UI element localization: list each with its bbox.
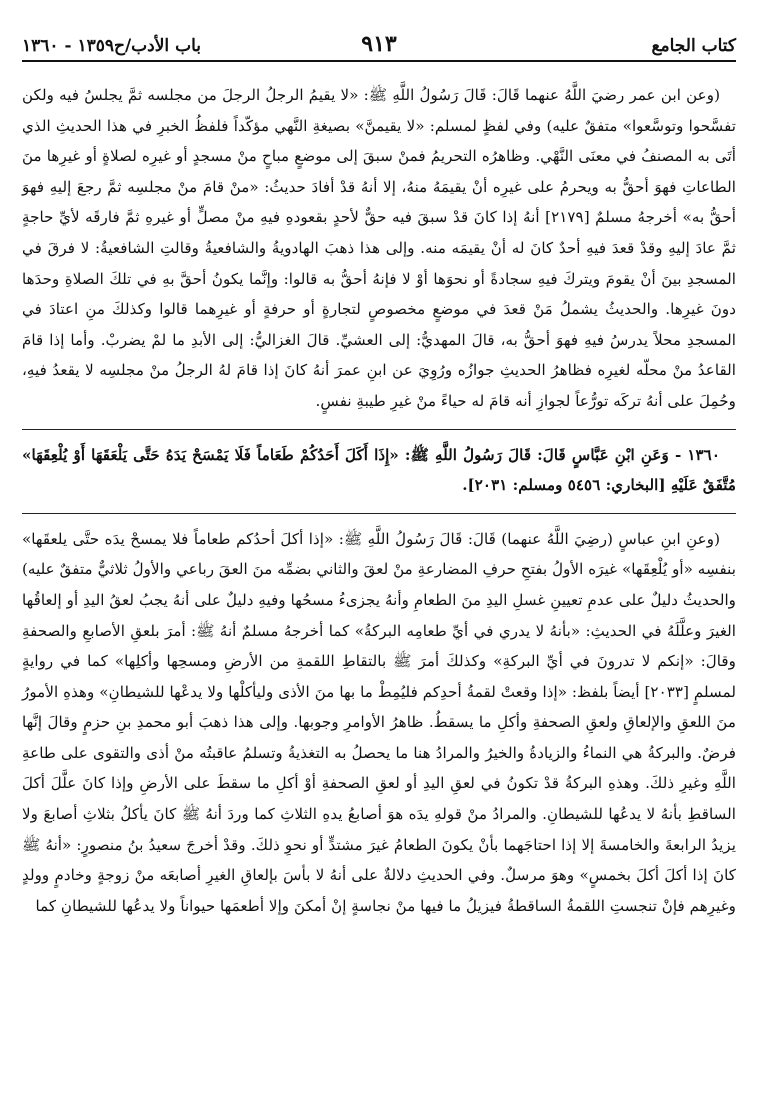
section-divider xyxy=(22,513,736,514)
chapter-title: باب الأدب/ح١٣٥٩ - ١٣٦٠ xyxy=(22,36,201,56)
commentary-paragraph: (وعنِ ابنِ عباسٍ (رضِيَ اللَّهُ عنهما) قَالَ: قَالَ رَسُولُ اللَّهِ ﷺ: «إذا أكلَ أحدُكم طعاماً فلا يمسحْ يدَه حتَّى يلعقَها» بنفسِه «أو يُلْعِقَها» غيرَه الأولُ بفتحِ حرفِ المضارعةِ منْ لعقَ والثاني بضمِّه منَ العقَ رباعي والأولُ ثلاثيٌّ متفقٌ عليه) والحديثُ دليلٌ على عدمِ تعيينِ غسلِ اليدِ منَ الطعامِ وأنهُ يجزىءُ مسحُها وفيهِ دليلٌ على أنهُ يجبُ لعقُ اليدِ أو إلعاقُها الغيرَ وعلَّلَهُ في الحديثِ: «بأنهُ لا يدري في أيِّ طعامِه البركةُ» كما أخرجهُ مسلمٌ أنهُ ﷺ: أمرَ بلعقِ الأصابعِ والصحفةِ وقالَ: «إنكم لا تدرونَ في أيِّ البركةِ» وكذلكَ أمرَ ﷺ بالتقاطِ اللقمةِ من الأرضِ ومسحِها وأكلِها» كما في روايةٍ لمسلمٍ [٢٠٣٣] أيضاً بلفظ: «إذا وقعتْ لقمةُ أحدِكم فليُمِطْ ما بها منَ الأذى وليأكلْها ولا يدعْها للشيطانِ» وهذهِ الأمورُ منَ اللعقِ والإلعاقِ ولعقِ الصحفةِ وأكلِ ما يسقطُ. ظاهرُ الأوامرِ وجوبها. وإلى هذا ذهبَ أبو محمدِ بنِ حزمٍ وقالَ إنَّها فرضٌ. والبركةُ هي النماءُ والزيادةُ والخيرُ والمرادُ هنا ما يحصلُ به التغذيةُ وتسلمُ عاقبتُه منْ أذى والتقوى على طاعةِ اللَّهِ وغيرِ ذلكَ. وهذهِ البركةُ قدْ تكونُ في لعقِ اليدِ أو لعقِ الصحفةِ أوْ أكلِ ما سقطَ على الأرضِ وإذا كانَ علَّلَ أكلَ الساقطِ بأنهُ لا يدعُها للشيطانِ. والمرادُ منْ قولهِ يدَه هوَ أصابعُ يدهِ الثلاثِ كما وردَ أنهُ ﷺ كانَ يأكلُ بثلاثِ أصابعَ ولا يزيدُ الرابعةَ والخامسةَ إلا إذا احتاجَهما بأنْ يكونَ الطعامُ غيرَ مشتدٍّ أو نحوِ ذلكَ. وقدْ أخرجَ سعيدُ بنُ منصورٍ: «أنهُ ﷺ كانَ إذا أكلَ أكلَ بخمسٍ» وهوَ مرسلٌ. وفي الحديثِ دلالةٌ على أنهُ لا بأسَ بإلعاقِ الغيرِ أصابعَه منْ زوجةٍ وخادمٍ وولدٍ وغيرِهم فإنْ تنجستِ اللقمةُ الساقطةُ فيزيلُ ما فيها منْ نجاسةٍ إنْ أمكنَ وإلا أطعمَها حيواناً ولا يدعُها للشيطانِ كما xyxy=(22,529,736,915)
hadith-text: ١٣٦٠ - وَعَنِ ابْنِ عَبَّاسٍ قَالَ: قَالَ رَسُولُ اللَّهِ ﷺ: «إِذَا أَكَلَ أَحَدُكُمْ طَعَاماً فَلَا يَمْسَحْ يَدَهُ حَتَّى يَلْعَقَهَا أَوْ يُلْعِقَهَا» مُتَّفَقٌ عَلَيْهِ [البخاري: ٥٤٥٦ ومسلم: ٢٠٣١]. xyxy=(22,445,736,495)
commentary-paragraph: (وعن ابن عمر رضيَ اللَّهُ عنهما قَالَ: قَالَ رَسُولُ اللَّهِ ﷺ: «لا يقيمُ الرجلُ الرجلَ من مجلسه ثمَّ يجلسُ فيه ولكن تفسَّحوا وتوسَّعوا» متفقٌ عليه) وفي لفظٍ لمسلم: «لا يقيمنَّ» بصيغةِ النَّهي مؤكّداً فلفظُ الخبرِ في هذا الحديثِ الذي أتَى به المصنفُ في معنَى النَّهْي. وظاهرُه التحريمُ فمنْ سبقَ إلى موضعٍ مباحٍ منْ مسجدٍ أو غيرِه لصلاةٍ أو غيرِها منَ الطاعاتِ فهوَ أحقُّ به ويحرمُ على غيرِه أنْ يقيمَهُ منهُ، إلا أنهُ قدْ أفادَ حديثُ: «منْ قامَ منْ مجلسِه ثمَّ رجعَ إليهِ فهوَ أحقُّ به» أخرجهُ مسلمٌ [٢١٧٩] أنهُ إذا كانَ قدْ سبقَ فيه حقٌّ لأحدٍ بقعودهِ فيهِ منْ مصلٍّ أو غيرهِ ثمَّ فارقَه لأيِّ حاجةٍ ثمَّ عادَ إليهِ وقدْ قعدَ فيهِ أحدٌ كانَ له أنْ يقيمَه منه. وإلى هذا ذهبَ الهادويةُ والشافعيةُ وقالتِ الشافعيةُ: لا فرقَ في المسجدِ بينَ أنْ يقومَ ويتركَ فيهِ سجادةً أو نحوَها أوْ لا فإنهُ أحقُّ به قالوا: وإنَّما يكونُ أحقَّ بهِ في تلكَ الصلاةِ وحدَها دونَ غيرِها. والحديثُ يشملُ مَنْ قعدَ في موضعٍ مخصوصٍ لتجارةٍ أو حرفةٍ أو غيرِهما قالوا وكذلكَ منِ اعتادَ في المسجدِ محلاً يدرسُ فيهِ فهوَ أحقُّ به، قالَ المهديُّ: إلى العشيِّ. قالَ الغزاليُّ: إلى الأبدِ ما لمْ يضربْ. وأما إذا قامَ القاعدُ منْ محلّه لغيرِه فظاهرُ الحديثِ جوازُه ورُوِيَ عن ابنِ عمرَ أنهُ كانَ إذا قامَ لهُ الرجلُ منْ مجلسِه لا يقعدُ فيهِ، وحُمِلَ على أنهُ تركَه تورُّعاً لجوازِ أنه قامَ له حياءً منْ غيرِ طيبةِ نفسٍ. xyxy=(22,86,736,410)
page-number: ٩١٣ xyxy=(361,31,397,57)
page-header xyxy=(22,22,736,62)
book-title: كتاب الجامع xyxy=(651,36,736,56)
page-body xyxy=(22,80,736,1103)
section-divider xyxy=(22,429,736,430)
